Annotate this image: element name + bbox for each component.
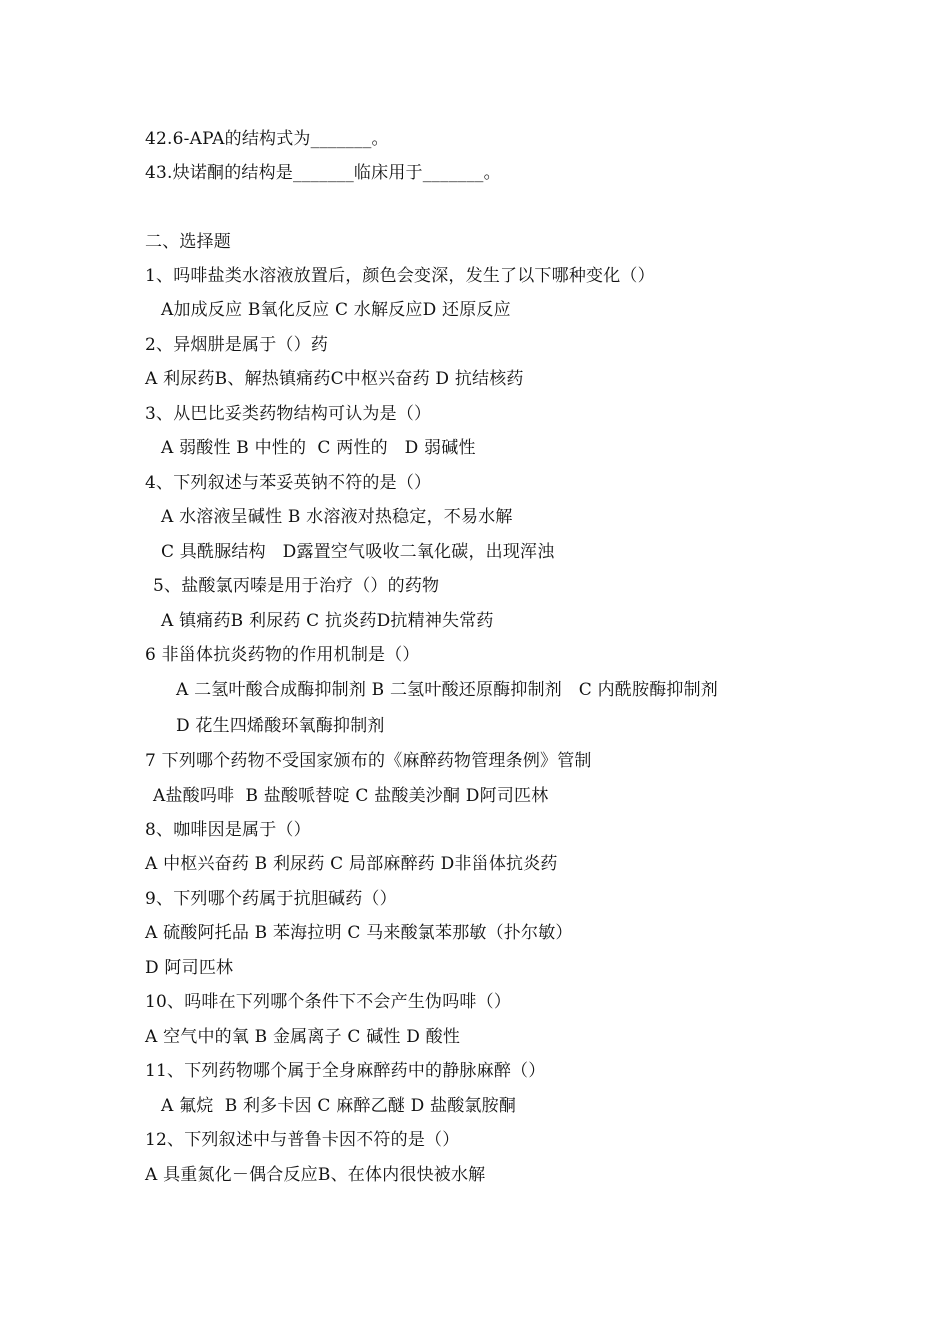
question-4-options-1: A 水溶液呈碱性 B 水溶液对热稳定，不易水解 xyxy=(161,507,513,527)
question-5-stem: 5、盐酸氯丙嗪是用于治疗（）的药物 xyxy=(153,576,440,596)
question-9-stem: 9、下列哪个药属于抗胆碱药（） xyxy=(145,889,397,909)
question-6-options-2: D 花生四烯酸环氧酶抑制剂 xyxy=(176,716,385,736)
question-9-options-2: D 阿司匹林 xyxy=(145,958,234,978)
question-11-stem: 11、下列药物哪个属于全身麻醉药中的静脉麻醉（） xyxy=(145,1061,546,1081)
question-6-stem: 6 非甾体抗炎药物的作用机制是（） xyxy=(145,645,420,665)
question-4-options-2: C 具酰脲结构 D露置空气吸收二氧化碳，出现浑浊 xyxy=(161,542,555,562)
question-7-options: A盐酸吗啡 B 盐酸哌替啶 C 盐酸美沙酮 D阿司匹林 xyxy=(153,786,549,806)
question-12-options: A 具重氮化－偶合反应B、在体内很快被水解 xyxy=(145,1165,486,1185)
fill-in-question-42: 42.6-APA的结构式为_______。 xyxy=(145,129,389,149)
question-8-options: A 中枢兴奋药 B 利尿药 C 局部麻醉药 D非甾体抗炎药 xyxy=(145,854,558,874)
question-5-options: A 镇痛药B 利尿药 C 抗炎药D抗精神失常药 xyxy=(161,611,494,631)
question-2-options: A 利尿药B、解热镇痛药C中枢兴奋药 D 抗结核药 xyxy=(145,369,524,389)
question-11-options: A 氟烷 B 利多卡因 C 麻醉乙醚 D 盐酸氯胺酮 xyxy=(161,1096,517,1116)
fill-in-question-43: 43.炔诺酮的结构是_______临床用于_______。 xyxy=(145,163,501,183)
question-12-stem: 12、下列叙述中与普鲁卡因不符的是（） xyxy=(145,1130,460,1150)
question-8-stem: 8、咖啡因是属于（） xyxy=(145,820,311,840)
question-10-stem: 10、吗啡在下列哪个条件下不会产生伪吗啡（） xyxy=(145,992,512,1012)
question-1-options: A加成反应 B氧化反应 C 水解反应D 还原反应 xyxy=(161,300,511,320)
section-title: 二、选择题 xyxy=(145,232,231,252)
question-1-stem: 1、吗啡盐类水溶液放置后，颜色会变深，发生了以下哪种变化（） xyxy=(145,266,655,286)
question-6-options-1: A 二氢叶酸合成酶抑制剂 B 二氢叶酸还原酶抑制剂 C 内酰胺酶抑制剂 xyxy=(176,680,719,700)
question-2-stem: 2、异烟肼是属于（）药 xyxy=(145,335,329,355)
question-3-options: A 弱酸性 B 中性的 C 两性的 D 弱碱性 xyxy=(161,438,476,458)
question-10-options: A 空气中的氧 B 金属离子 C 碱性 D 酸性 xyxy=(145,1027,461,1047)
question-3-stem: 3、从巴比妥类药物结构可认为是（） xyxy=(145,404,432,424)
question-7-stem: 7 下列哪个药物不受国家颁布的《麻醉药物管理条例》管制 xyxy=(145,751,592,771)
question-4-stem: 4、下列叙述与苯妥英钠不符的是（） xyxy=(145,473,432,493)
question-9-options-1: A 硫酸阿托品 B 苯海拉明 C 马来酸氯苯那敏（扑尔敏） xyxy=(145,923,573,943)
